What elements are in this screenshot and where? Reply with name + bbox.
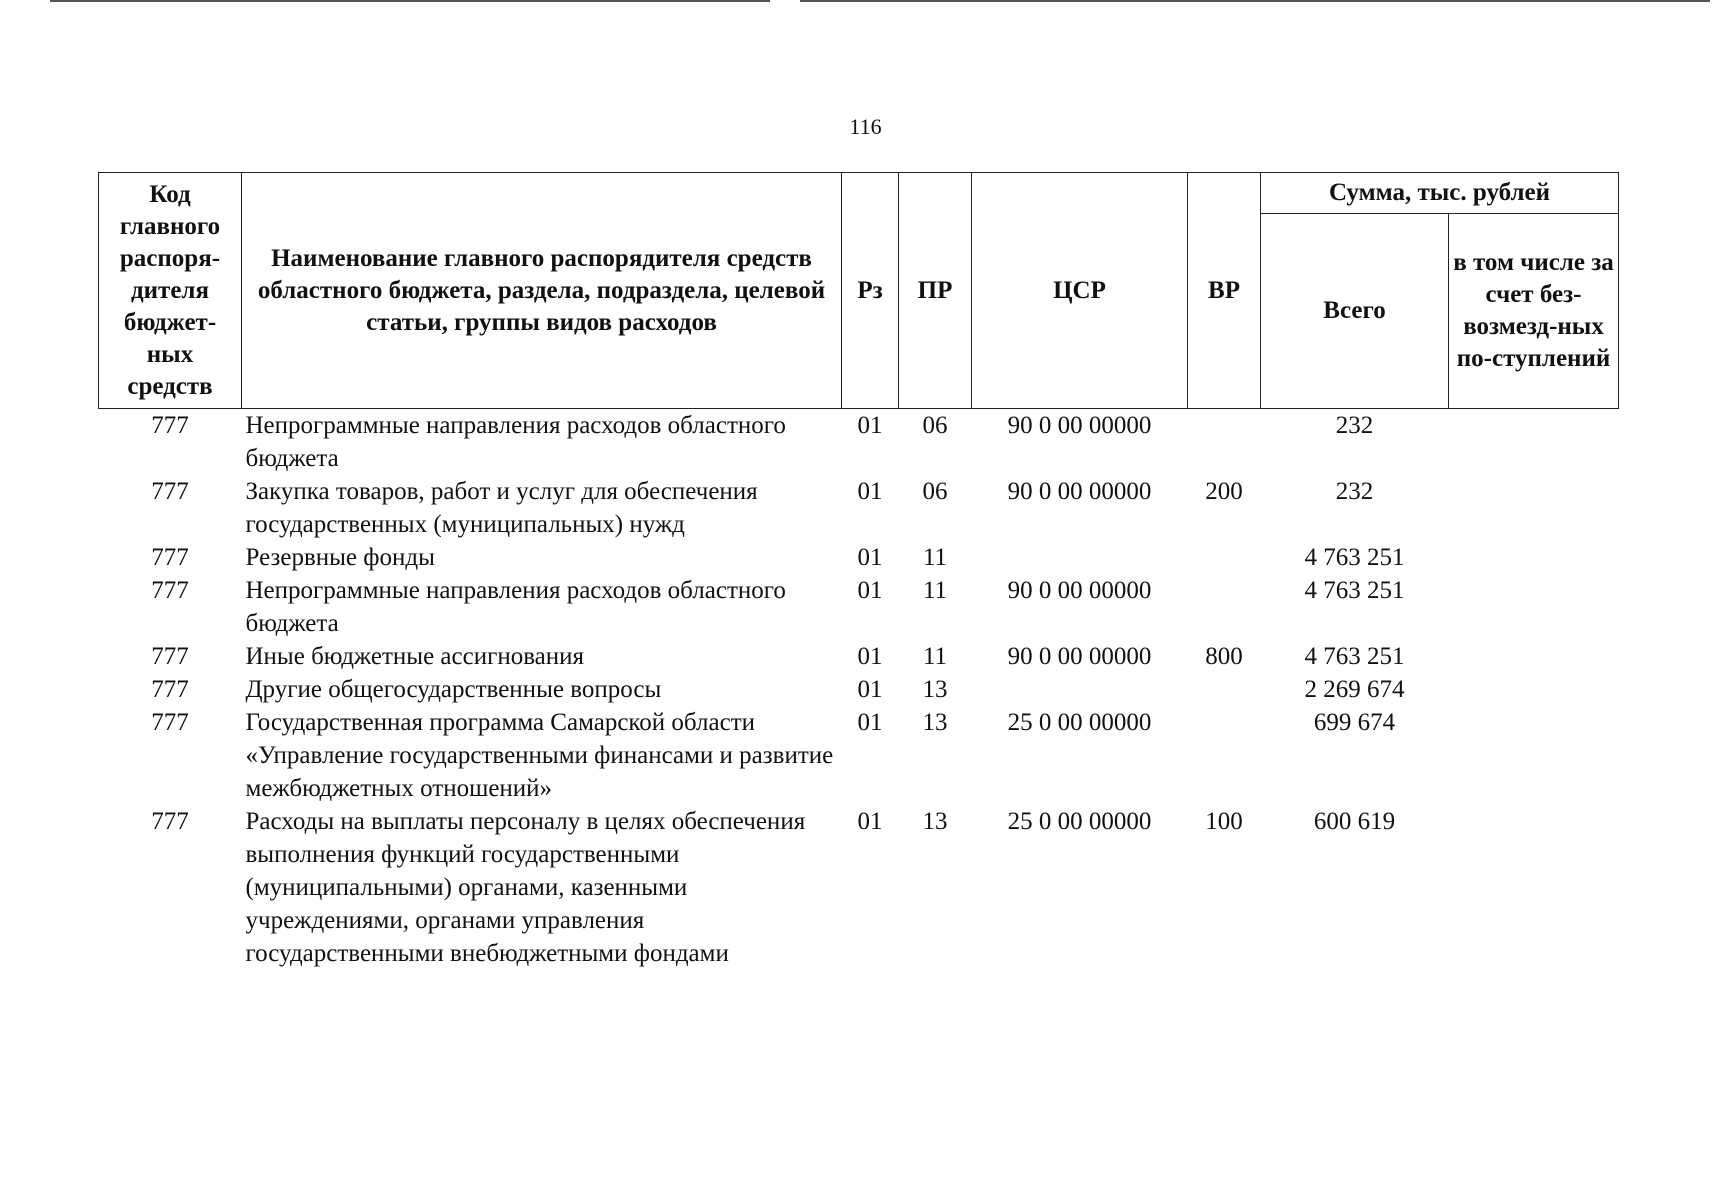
cell-name: Непрограммные направления расходов областного бюджета [245,412,786,472]
table-row [99,640,1619,673]
cell-code: 777 [151,544,189,571]
cell-total: 2 269 674 [1304,676,1405,703]
cell-code: 777 [151,643,189,670]
cell-rz: 01 [857,544,883,571]
cell-name: Другие общегосударственные вопросы [245,676,662,703]
cell-csr: 90 0 00 00000 [1007,478,1152,505]
table-body [99,409,1619,971]
cell-pr: 11 [922,577,948,604]
cell-name: Государственная программа Самарской области «Управление государственными финансами и развитие межбюджетных отношений» [245,709,834,802]
cell-name: Закупка товаров, работ и услуг для обеспечения государственных (муниципальных) нужд [245,478,758,538]
table-row [99,409,1619,476]
cell-code: 777 [151,808,189,835]
cell-free [1449,475,1619,541]
cell-csr: 90 0 00 00000 [1007,643,1152,670]
header-rz: Рз [842,173,899,409]
header-name: Наименование главного распорядителя средств областного бюджета, раздела, подраздела, целевой статьи, группы видов расходов [242,173,842,409]
cell-total: 600 619 [1313,808,1396,835]
cell-vr [1188,706,1261,805]
cell-free [1449,409,1619,476]
top-rule-right [800,0,1710,2]
cell-pr: 13 [922,676,948,703]
cell-free [1449,640,1619,673]
cell-total: 4 763 251 [1304,577,1405,604]
table-row [99,673,1619,706]
cell-total: 4 763 251 [1304,544,1405,571]
cell-total: 232 [1335,478,1374,505]
cell-name: Непрограммные направления расходов областного бюджета [245,577,786,637]
cell-rz: 01 [857,808,883,835]
cell-name: Расходы на выплаты персоналу в целях обеспечения выполнения функций государственными (муниципальными) органами, казенными учреждениями, органами управления государственными внебюджетными фондами [245,808,806,967]
cell-vr [1188,574,1261,640]
page-number: 116 [849,114,882,139]
cell-pr: 11 [922,643,948,670]
header-free: в том числе за счет без-возмезд-ных по-ступлений [1449,214,1619,409]
cell-vr [1188,409,1261,476]
table-row [99,475,1619,541]
cell-vr: 800 [1205,643,1243,670]
cell-pr: 06 [922,478,948,505]
cell-code: 777 [151,577,189,604]
cell-rz: 01 [857,643,883,670]
cell-name: Резервные фонды [245,544,435,571]
cell-csr [972,541,1188,574]
cell-name: Иные бюджетные ассигнования [245,643,585,670]
table-header [99,173,1619,409]
cell-csr [972,673,1188,706]
cell-total: 232 [1335,412,1374,439]
cell-free [1449,673,1619,706]
cell-free [1449,805,1619,970]
header-sum-group: Сумма, тыс. рублей [1261,173,1619,214]
cell-pr: 13 [922,709,948,736]
header-pr: ПР [899,173,972,409]
table-row [99,541,1619,574]
cell-total: 4 763 251 [1304,643,1405,670]
header-code: Код главного распоря-дителя бюджет-ных средств [99,173,242,409]
cell-csr: 90 0 00 00000 [1007,412,1152,439]
cell-code: 777 [151,412,189,439]
cell-total: 699 674 [1313,709,1396,736]
table-row [99,805,1619,970]
cell-vr [1188,673,1261,706]
table-row [99,574,1619,640]
cell-pr: 06 [922,412,948,439]
cell-rz: 01 [857,577,883,604]
cell-code: 777 [151,676,189,703]
cell-csr: 25 0 00 00000 [1007,709,1152,736]
cell-code: 777 [151,478,189,505]
cell-vr [1188,541,1261,574]
cell-code: 777 [151,709,189,736]
cell-rz: 01 [857,478,883,505]
cell-csr: 25 0 00 00000 [1007,808,1152,835]
cell-vr: 100 [1205,808,1243,835]
cell-rz: 01 [857,412,883,439]
cell-csr: 90 0 00 00000 [1007,577,1152,604]
cell-free [1449,706,1619,805]
cell-free [1449,574,1619,640]
cell-pr: 13 [922,808,948,835]
cell-rz: 01 [857,709,883,736]
header-vr: ВР [1188,173,1261,409]
header-csr: ЦСР [972,173,1188,409]
top-rule-left [50,0,770,2]
cell-vr: 200 [1205,478,1243,505]
cell-pr: 11 [922,544,948,571]
budget-table [98,172,1619,970]
table-row [99,706,1619,805]
header-total: Всего [1261,214,1449,409]
cell-free [1449,541,1619,574]
cell-rz: 01 [857,676,883,703]
